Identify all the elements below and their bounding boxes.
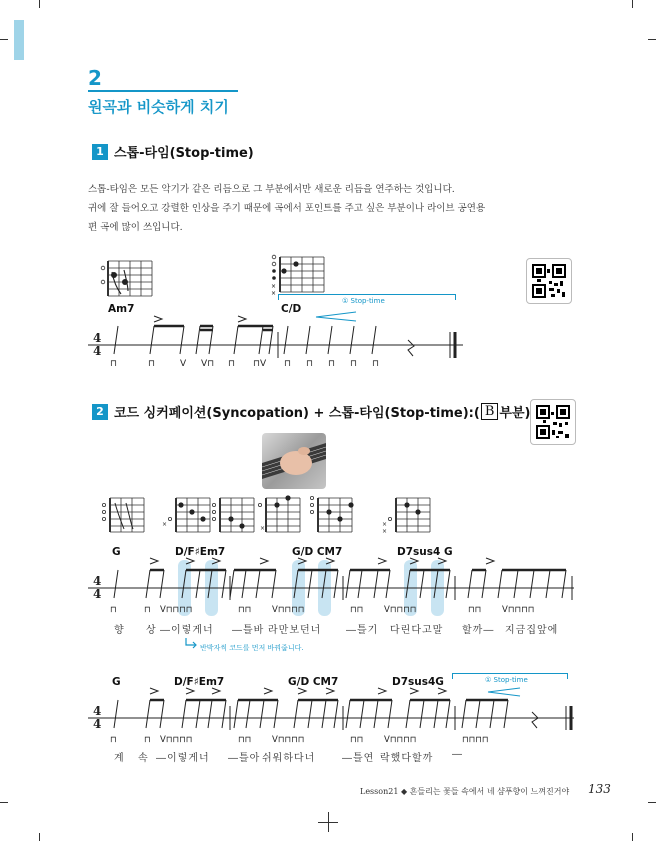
lyric: ―틀아 bbox=[228, 753, 261, 764]
svg-text:⊓: ⊓ bbox=[144, 735, 151, 745]
part1-body bbox=[88, 180, 583, 237]
lyric: ―틀바 bbox=[232, 625, 265, 636]
lesson-footer: Lesson21 ◆ 흔들리는 꽃들 속에서 네 샴푸향이 느껴진거야 bbox=[360, 787, 570, 796]
chord-name: C/D bbox=[281, 303, 302, 315]
chord-diagram-am7 bbox=[100, 258, 160, 300]
svg-text:4: 4 bbox=[93, 331, 102, 345]
crop-mark bbox=[39, 833, 40, 841]
lyric: 상 bbox=[146, 625, 157, 636]
lyric: ―이렇게너 bbox=[160, 625, 214, 636]
svg-text:×: × bbox=[382, 521, 388, 528]
svg-text:⊓: ⊓ bbox=[306, 359, 314, 369]
lyric: ―틀기 bbox=[346, 625, 379, 636]
guitar-neck-graphic bbox=[262, 433, 326, 489]
svg-text:V⊓⊓⊓⊓: V⊓⊓⊓⊓ bbox=[502, 605, 535, 615]
chord-diagram-cm7 bbox=[310, 496, 352, 532]
part2-section-box: B bbox=[481, 403, 499, 420]
svg-text:4: 4 bbox=[93, 344, 102, 358]
svg-text:⊓⊓⊓⊓: ⊓⊓⊓⊓ bbox=[462, 735, 489, 745]
part1-number: 1 bbox=[92, 144, 108, 160]
lyric: 라만보던너 bbox=[268, 625, 322, 636]
crop-mark bbox=[632, 833, 633, 841]
chord-diagram-g bbox=[102, 498, 144, 532]
body-line: 편 곡에 많이 쓰입니다. bbox=[88, 222, 183, 233]
section-title: 원곡과 비슷하게 치기 bbox=[88, 98, 229, 116]
chord-name: D7sus4 G bbox=[397, 546, 453, 558]
crop-mark bbox=[632, 0, 633, 8]
chord-diagram-d7sus4 bbox=[388, 498, 430, 532]
qr-pattern bbox=[527, 259, 571, 303]
lyric: 계 bbox=[114, 753, 125, 764]
chord-change-note: 반박자씩 코드를 먼저 바꿔줍니다. bbox=[200, 644, 304, 652]
lyric: 향 bbox=[114, 625, 125, 636]
chord-name: G bbox=[112, 676, 121, 688]
svg-text:⊓: ⊓ bbox=[110, 735, 117, 745]
chord-name: G/D CM7 bbox=[292, 546, 343, 558]
stop-time-label: ① Stop-time bbox=[485, 676, 528, 684]
svg-text:⊓⊓: ⊓⊓ bbox=[468, 605, 482, 615]
stop-time-label: ① Stop-time bbox=[342, 297, 385, 305]
strum-marks bbox=[110, 359, 379, 369]
lyric: 락했다할까 bbox=[380, 753, 434, 764]
rhythm-staff-2 bbox=[88, 556, 578, 616]
guitar-hand-photo bbox=[262, 433, 326, 489]
chord-name: D/F♯Em7 bbox=[174, 676, 225, 688]
svg-text:×: × bbox=[271, 283, 277, 290]
svg-text:×: × bbox=[271, 290, 277, 297]
svg-text:⊓⊓: ⊓⊓ bbox=[238, 735, 252, 745]
svg-text:⊓⊓: ⊓⊓ bbox=[238, 605, 252, 615]
qr-code-icon[interactable] bbox=[526, 258, 572, 304]
svg-text:V⊓⊓⊓⊓: V⊓⊓⊓⊓ bbox=[272, 605, 305, 615]
section-number: 2 bbox=[88, 66, 102, 90]
crop-mark bbox=[648, 39, 656, 40]
crop-mark bbox=[328, 812, 329, 832]
part2-title-suffix: 부분) bbox=[499, 406, 531, 421]
note-arrow-icon bbox=[184, 638, 198, 650]
svg-text:⊓: ⊓ bbox=[110, 605, 117, 615]
svg-text:V⊓: V⊓ bbox=[201, 359, 215, 369]
lyric: 지금집앞에 bbox=[505, 625, 559, 636]
lyric: 다린다고말 bbox=[390, 625, 444, 636]
part2-title: 코드 싱커페이션(Syncopation) + 스톱-타임(Stop-time):( bbox=[114, 406, 480, 421]
note-stems bbox=[114, 326, 376, 354]
part2-number: 2 bbox=[92, 404, 108, 420]
svg-text:⊓: ⊓ bbox=[228, 359, 236, 369]
part1-title: 스톱-타임(Stop-time) bbox=[114, 146, 254, 161]
svg-text:⊓⊓: ⊓⊓ bbox=[350, 605, 364, 615]
svg-text:⊓V: ⊓V bbox=[253, 359, 267, 369]
lyric: ― bbox=[452, 749, 463, 760]
crop-mark bbox=[39, 0, 40, 8]
svg-text:V⊓⊓⊓⊓: V⊓⊓⊓⊓ bbox=[160, 605, 193, 615]
lyric: ―틀연 bbox=[342, 753, 375, 764]
svg-text:4: 4 bbox=[93, 574, 102, 588]
svg-text:×: × bbox=[260, 525, 266, 532]
svg-text:⊓: ⊓ bbox=[372, 359, 380, 369]
chord-diagram-dfs bbox=[168, 498, 210, 532]
part1-heading bbox=[92, 142, 254, 161]
chord-name: G/D CM7 bbox=[288, 676, 339, 688]
qr-code-icon[interactable] bbox=[530, 399, 576, 445]
chord-diagrams-row bbox=[100, 494, 440, 538]
lyric: 할까― bbox=[462, 625, 495, 636]
svg-text:⊓: ⊓ bbox=[110, 359, 118, 369]
rhythm-staff-3 bbox=[88, 686, 578, 744]
page-number: 133 bbox=[588, 782, 611, 796]
svg-text:⊓: ⊓ bbox=[328, 359, 336, 369]
svg-text:⊓: ⊓ bbox=[284, 359, 292, 369]
chord-diagram-cd bbox=[270, 254, 330, 296]
svg-text:V: V bbox=[180, 359, 187, 369]
chord-diagram-em7 bbox=[212, 498, 254, 532]
strum-marks bbox=[110, 735, 489, 745]
svg-text:⊓: ⊓ bbox=[350, 359, 358, 369]
svg-text:×: × bbox=[162, 521, 168, 528]
svg-text:V⊓⊓⊓⊓: V⊓⊓⊓⊓ bbox=[384, 605, 417, 615]
chord-name: D7sus4G bbox=[392, 676, 444, 688]
svg-text:4: 4 bbox=[93, 587, 102, 601]
note-stems bbox=[114, 700, 508, 728]
svg-text:⊓: ⊓ bbox=[144, 605, 151, 615]
part2-heading bbox=[92, 402, 530, 421]
qr-pattern bbox=[531, 400, 575, 444]
crop-mark bbox=[0, 39, 8, 40]
chapter-tab bbox=[14, 20, 24, 60]
lyric: 속 bbox=[138, 753, 149, 764]
chord-name: D/F♯Em7 bbox=[175, 546, 226, 558]
crop-mark bbox=[0, 802, 8, 803]
chord-name: G bbox=[112, 546, 121, 558]
body-line: 스톱-타임은 모든 악기가 같은 리듬으로 그 부분에서만 새로운 리듬을 연주하는 것입니다. bbox=[88, 184, 455, 195]
rhythm-staff-1 bbox=[88, 312, 468, 368]
svg-text:V⊓⊓⊓⊓: V⊓⊓⊓⊓ bbox=[384, 735, 417, 745]
svg-text:V⊓⊓⊓⊓: V⊓⊓⊓⊓ bbox=[160, 735, 193, 745]
svg-text:4: 4 bbox=[93, 704, 102, 718]
section-divider bbox=[88, 90, 238, 92]
svg-text:V⊓⊓⊓⊓: V⊓⊓⊓⊓ bbox=[272, 735, 305, 745]
lyric: 쉬워하다너 bbox=[262, 753, 316, 764]
crop-mark bbox=[648, 802, 656, 803]
svg-text:×: × bbox=[382, 528, 388, 535]
body-line: 귀에 잘 들어오고 강렬한 인상을 주기 때문에 곡에서 포인트를 주고 싶은 부분이나 라이브 공연용 bbox=[88, 203, 486, 214]
svg-text:⊓: ⊓ bbox=[148, 359, 156, 369]
svg-text:⊓⊓: ⊓⊓ bbox=[350, 735, 364, 745]
chord-name: Am7 bbox=[108, 303, 135, 315]
svg-text:4: 4 bbox=[93, 717, 102, 731]
lyric: ―이렇게너 bbox=[156, 753, 210, 764]
